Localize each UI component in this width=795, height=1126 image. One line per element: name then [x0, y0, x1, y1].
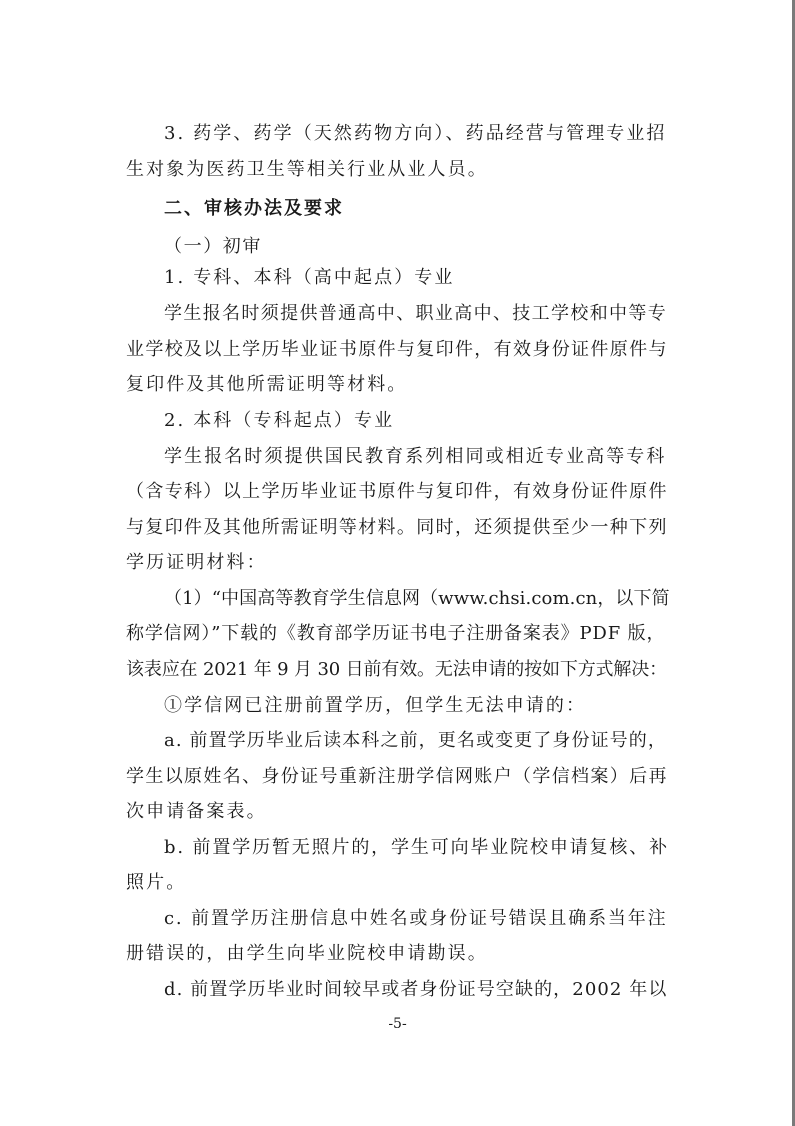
paragraph-line: 学生报名时须提供国民教育系列相同或相近专业高等专科	[164, 446, 667, 467]
paragraph-line: 学生报名时须提供普通高中、职业高中、技工学校和中等专	[164, 303, 668, 324]
paragraph-line: （1）“中国高等教育学生信息网（www.chsi.com.cn，以下简	[164, 588, 670, 609]
paragraph-line: 册错误的，由学生向毕业院校申请勘误。	[126, 943, 488, 964]
paragraph-line: 复印件及其他所需证明等材料。	[126, 374, 408, 395]
paragraph-line: 学生以原姓名、身份证号重新注册学信网账户（学信档案）后再	[126, 766, 668, 787]
paragraph-line: 学历证明材料：	[126, 552, 267, 573]
paragraph-line: 3. 药学、药学（天然药物方向）、药品经营与管理专业招	[164, 123, 667, 144]
paragraph-line: 与复印件及其他所需证明等材料。同时，还须提供至少一种下列	[126, 517, 668, 538]
subsection-heading: （一）初审	[164, 236, 262, 257]
paragraph-line: c. 前置学历注册信息中姓名或身份证号错误且确系当年注	[164, 908, 668, 929]
section-heading: 二、审核办法及要求	[164, 198, 344, 219]
paragraph-line: a. 前置学历毕业后读本科之前，更名或变更了身份证号的，	[164, 730, 667, 751]
paragraph-line: （含专科）以上学历毕业证书原件与复印件，有效身份证件原件	[126, 481, 668, 502]
paragraph-line: ①学信网已注册前置学历，但学生无法申请的：	[164, 695, 587, 716]
page-number: -5-	[388, 1016, 407, 1032]
paragraph-line: b. 前置学历暂无照片的，学生可向毕业院校申请复核、补	[164, 837, 669, 858]
paragraph-line: 该表应在 2021 年 9 月 30 日前有效。无法申请的按如下方式解决：	[126, 659, 667, 680]
paragraph-line: d. 前置学历毕业时间较早或者身份证号空缺的，2002 年以	[164, 979, 668, 1000]
item-heading: 2. 本科（专科起点）专业	[164, 410, 395, 431]
paragraph-line: 次申请备案表。	[126, 801, 267, 822]
paragraph-line: 称学信网）”下载的《教育部学历证书电子注册备案表》PDF 版，	[126, 623, 666, 644]
paragraph-line: 业学校及以上学历毕业证书原件与复印件，有效身份证件原件与	[126, 339, 668, 360]
paragraph-line: 照片。	[126, 872, 187, 893]
item-heading: 1. 专科、本科（高中起点）专业	[164, 267, 455, 288]
paragraph-line: 生对象为医药卫生等相关行业从业人员。	[126, 159, 488, 180]
